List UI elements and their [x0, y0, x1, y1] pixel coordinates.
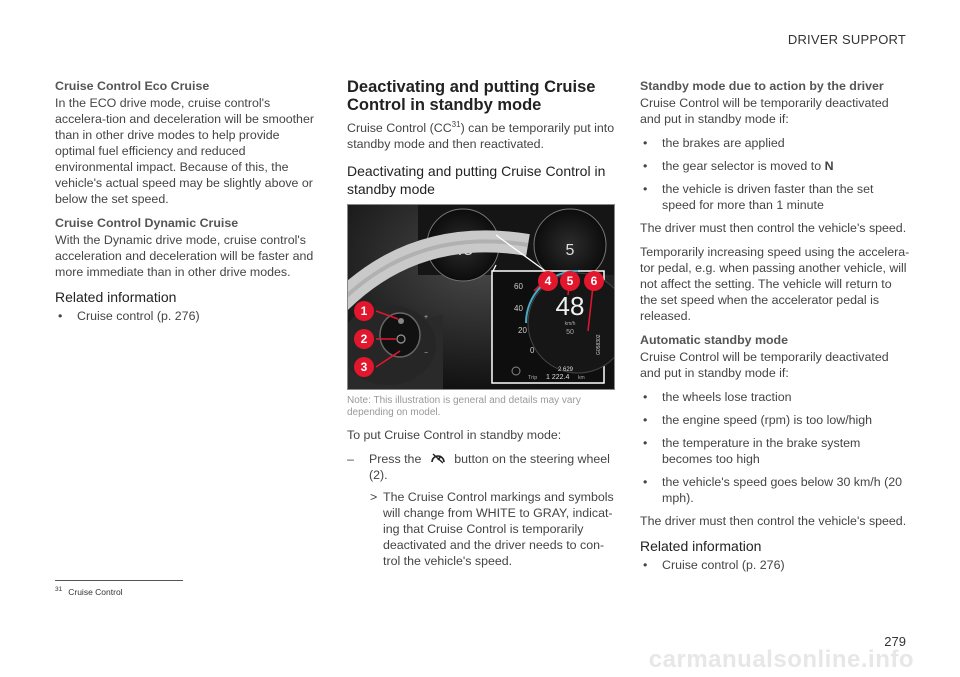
zoom-trip-unit: km — [578, 375, 585, 381]
column-1 — [55, 78, 315, 331]
image-code: G058302 — [596, 334, 602, 355]
auto-standby-heading: Automatic standby mode — [640, 333, 789, 347]
cluster-speed-right: 5 — [565, 242, 575, 259]
dynamic-cruise-text: With the Dynamic drive mode, cruise control's acceleration and deceleration will be faster and more immediate than in other drive modes. — [55, 233, 314, 279]
auto-standby-list — [640, 389, 910, 506]
zoom-scale-40: 40 — [514, 304, 523, 313]
marker-2: 2 — [360, 332, 368, 346]
zoom-scale-0: 0 — [530, 346, 535, 355]
zoom-scale-20: 20 — [518, 326, 527, 335]
procedure-intro: To put Cruise Control in standby mode: — [347, 428, 562, 442]
list-item: • the vehicle is driven faster than the set speed for more than 1 minute — [640, 181, 910, 213]
related-info-heading: Related information — [640, 538, 762, 554]
eco-cruise-text: In the ECO drive mode, cruise control's accelera-tion and deceleration will be smoother than in other drive modes to help provide optimal fuel efficiency and reduced environmental impact. Because of this, the vehicle's actual speed may be slightly above or below the set speed. — [55, 96, 314, 206]
related-link[interactable]: • Cruise control (p. 276) — [640, 557, 910, 573]
related-link[interactable]: • Cruise control (p. 276) — [55, 308, 315, 324]
marker-6: 6 — [590, 274, 598, 288]
column-2 — [347, 78, 617, 569]
driver-standby-intro: Cruise Control will be temporarily deactivated and put in standby mode if: — [640, 96, 889, 126]
zoom-trip-value: 1 222.4 — [546, 374, 570, 381]
zoom-speed-large: 48 — [555, 291, 585, 321]
zoom-set-speed: 50 — [566, 329, 574, 336]
zoom-scale-60: 60 — [514, 282, 523, 291]
eco-cruise-heading: Cruise Control Eco Cruise — [55, 79, 210, 93]
procedure-step: – Press the button on the steering wheel (2). — [347, 452, 610, 482]
related-info-list — [640, 557, 910, 573]
watermark: carmanualsonline.info — [648, 646, 914, 673]
result-marker: > — [370, 490, 378, 504]
svg-text:+: + — [424, 314, 429, 321]
procedure-result: > The Cruise Control markings and symbols will change from WHITE to GRAY, indicat-ing that Cruise Control is temporarily deactivated and the driver needs to con-trol the vehicle's speed. — [370, 490, 614, 568]
list-item: • the temperature in the brake system becomes too high — [640, 435, 910, 467]
list-item: • the brakes are applied — [640, 135, 910, 151]
list-item: • the vehicle's speed goes below 30 km/h (20 mph). — [640, 474, 910, 506]
section-title: Deactivating and putting Cruise Control in standby mode — [347, 78, 596, 114]
marker-1: 1 — [360, 304, 368, 318]
svg-text:−: − — [424, 350, 429, 357]
dynamic-cruise-heading: Cruise Control Dynamic Cruise — [55, 216, 239, 230]
list-item: • the engine speed (rpm) is too low/high — [640, 412, 910, 428]
subheading: Deactivating and putting Cruise Control in standby mode — [347, 163, 606, 197]
zoom-speed-unit: km/h — [564, 321, 576, 327]
driver-standby-heading: Standby mode due to action by the driver — [640, 79, 884, 93]
step-dash: – — [347, 452, 354, 466]
auto-standby-intro: Cruise Control will be temporarily deactivated and put in standby mode if: — [640, 350, 889, 380]
cruise-control-icon — [429, 451, 447, 465]
marker-4: 4 — [544, 274, 552, 288]
cluster-speed-small: 48 — [452, 239, 474, 259]
list-item: • the wheels lose traction — [640, 389, 910, 405]
auto-standby-outro: The driver must then control the vehicle's speed. — [640, 514, 907, 528]
steering-wheel-figure — [347, 204, 615, 390]
marker-5: 5 — [566, 274, 574, 288]
related-info-heading: Related information — [55, 289, 177, 305]
steering-wheel-illustration — [348, 205, 615, 390]
zoom-odometer: 2 629 — [558, 367, 574, 373]
driver-standby-list — [640, 135, 910, 213]
list-item-gear: • the gear selector is moved to N — [640, 158, 910, 174]
footnote-text: Cruise Control — [68, 586, 123, 597]
section-header: DRIVER SUPPORT — [787, 32, 906, 47]
related-info-list — [55, 308, 315, 324]
driver-standby-outro: The driver must then control the vehicle's speed. — [640, 221, 907, 235]
footnote — [55, 586, 123, 597]
page-number: 279 — [884, 634, 906, 649]
marker-3: 3 — [360, 360, 368, 374]
footnote-divider — [55, 580, 183, 581]
intro-text: Cruise Control (CC$^{31}$) can be temporarily put into standby mode and then reactivated. — [347, 119, 615, 151]
footnote-ref[interactable]: 31 — [451, 119, 461, 129]
column-3 — [640, 78, 910, 580]
footnote-number: 31 — [55, 586, 63, 593]
figure-caption: Note: This illustration is general and details may vary depending on model. — [347, 395, 581, 418]
zoom-trip-label: Trip — [528, 375, 538, 381]
accelerator-text: Temporarily increasing speed using the accelera-tor pedal, e.g. when passing another vehicle, will not affect the setting. The vehicle will return to the set speed when the accelerator pedal is released. — [640, 245, 910, 323]
